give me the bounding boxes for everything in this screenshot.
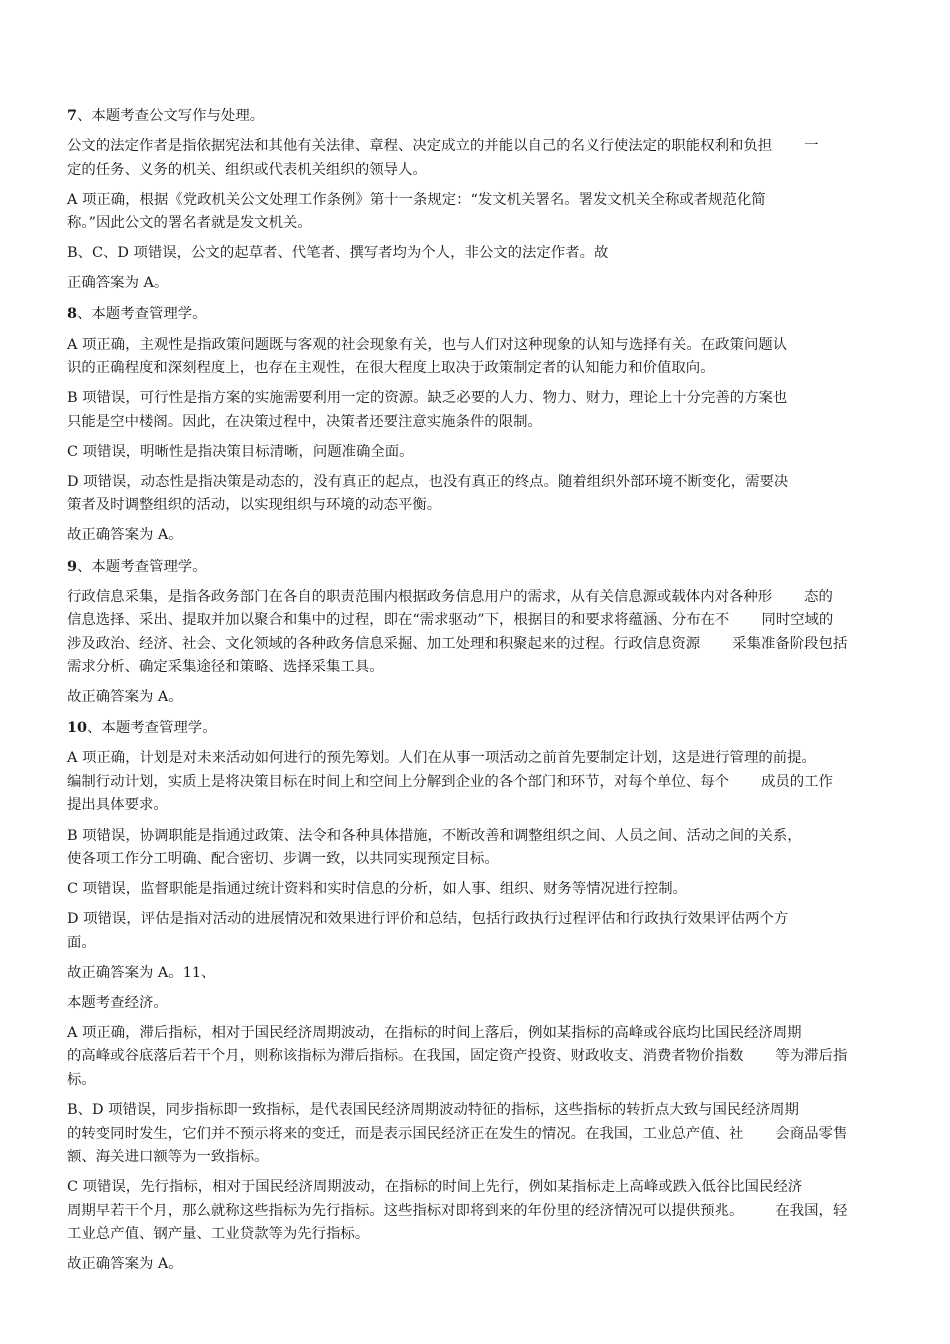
question-heading [67, 716, 893, 741]
paragraph: C 项错误，明晰性是指决策目标清晰，问题准确全面。 [67, 443, 414, 460]
paragraph: 本题考查经济。 [67, 994, 168, 1011]
question-heading [67, 555, 893, 580]
paragraph: D 项错误，动态性是指决策是动态的，没有真正的起点，也没有真正的终点。随着组织外部环境不断变化，需要决 策者及时调整组织的活动，以实现组织与环境的动态平衡。 [67, 473, 789, 514]
question-heading-text: 、本题考查管理学。 [77, 558, 207, 575]
question-number: 10 [67, 719, 88, 737]
question-heading-text: 、本题考查管理学。 [87, 720, 217, 737]
question-heading [67, 302, 893, 327]
paragraph: C 项错误，先行指标，相对于国民经济周期波动，在指标的时间上先行，例如某指标走上高峰或跌入低谷比国民经济 周期早若干个月，那么就称这些指标为先行指标。这些指标对即将到来的年份里的经济情况可以提供预兆。 在我国，轻 工业总产值、钢产量、工业贷款等为先行指标。 [67, 1179, 848, 1243]
paragraph: 正确答案为 A。 [67, 275, 169, 292]
paragraph: C 项错误，监督职能是指通过统计资料和实时信息的分析，如人事、组织、财务等情况进行控制。 [67, 881, 687, 898]
question-number: 9 [67, 557, 78, 575]
question-number: 7 [67, 107, 78, 124]
paragraph: B、D 项错误，同步指标即一致指标，是代表国民经济周期波动特征的指标，这些指标的转折点大致与国民经济周期 的转变同时发生，它们并不预示将来的变迁，而是表示国民经济正在发生的情况。在我国，工业总产值、社 会商品零售 额、海关进口额等为一致指标。 [67, 1102, 848, 1166]
paragraph: 故正确答案为 A。11、 [67, 964, 216, 981]
paragraph: A 项正确，计划是对未来活动如何进行的预先筹划。人们在从事一项活动之前首先要制定计划，这是进行管理的前提。 编制行动计划，实质上是将决策目标在时间上和空间上分解到企业的各个部门和环节，对每个单位、每个 成员的工作 提出具体要求。 [67, 750, 833, 814]
paragraph: B 项错误，协调职能是指通过政策、法令和各种具体措施，不断改善和调整组织之间、人员之间、活动之间的关系， 使各项工作分工明确、配合密切、步调一致，以共同实现预定目标。 [67, 827, 802, 867]
document-page [67, 104, 893, 1283]
paragraph: B 项错误，可行性是指方案的实施需要利用一定的资源。缺乏必要的人力、物力、财力，理论上十分完善的方案也 只能是空中楼阁。因此，在决策过程中，决策者还要注意实施条件的限制。 [67, 390, 788, 430]
paragraph: 故正确答案为 A。 [67, 527, 183, 544]
paragraph: 行政信息采集，是指各政务部门在各自的职责范围内根据政务信息用户的需求，从有关信息源或载体内对各种形 态的 信息选择、采出、提取并加以聚合和集中的过程，即在“需求驱动”下，根据目的和要求将蕴涵、分布在不 同时空域的 涉及政治、经济、社会、文化领域的各种政务信息采掘、加工处理和积聚起来的过程。行政信息资源 采集准备阶段包括 需求分析、确定采集途径和策略、选择采集工具。 [67, 588, 848, 676]
paragraph: A 项正确，主观性是指政策问题既与客观的社会现象有关，也与人们对这种现象的认知与选择有关。在政策问题认 识的正确程度和深刻程度上，也存在主观性，在很大程度上取决于政策制定者的认知能力和价值取向。 [67, 336, 788, 377]
paragraph: 故正确答案为 A。 [67, 689, 183, 706]
question-number: 8 [67, 305, 78, 323]
paragraph: A 项正确，滞后指标，相对于国民经济周期波动，在指标的时间上落后，例如某指标的高峰或谷底均比国民经济周期 的高峰或谷底落后若干个月，则称该指标为滞后指标。在我国，固定资产投资、财政收支、消费者物价指数 等为滞后指 标。 [67, 1024, 848, 1088]
question-heading-text: 、本题考查管理学。 [77, 306, 207, 323]
paragraph: 故正确答案为 A。 [67, 1256, 183, 1273]
paragraph: D 项错误，评估是指对活动的进展情况和效果进行评价和总结，包括行政执行过程评估和行政执行效果评估两个方 面。 [67, 911, 789, 951]
paragraph: A 项正确，根据《党政机关公文处理工作条例》第十一条规定：“发文机关署名。署发文机关全称或者规范化简 称。”因此公文的署名者就是发文机关。 [67, 191, 766, 232]
paragraph: 公文的法定作者是指依据宪法和其他有关法律、章程、决定成立的并能以自己的名义行使法定的职能权利和负担 一 定的任务、义务的机关、组织或代表机关组织的领导人。 [67, 138, 819, 178]
paragraph: B、C、D 项错误，公文的起草者、代笔者、撰写者均为个人，非公文的法定作者。故 [67, 245, 609, 262]
question-heading [67, 104, 893, 129]
question-heading-text: 、本题考查公文写作与处理。 [77, 108, 265, 124]
